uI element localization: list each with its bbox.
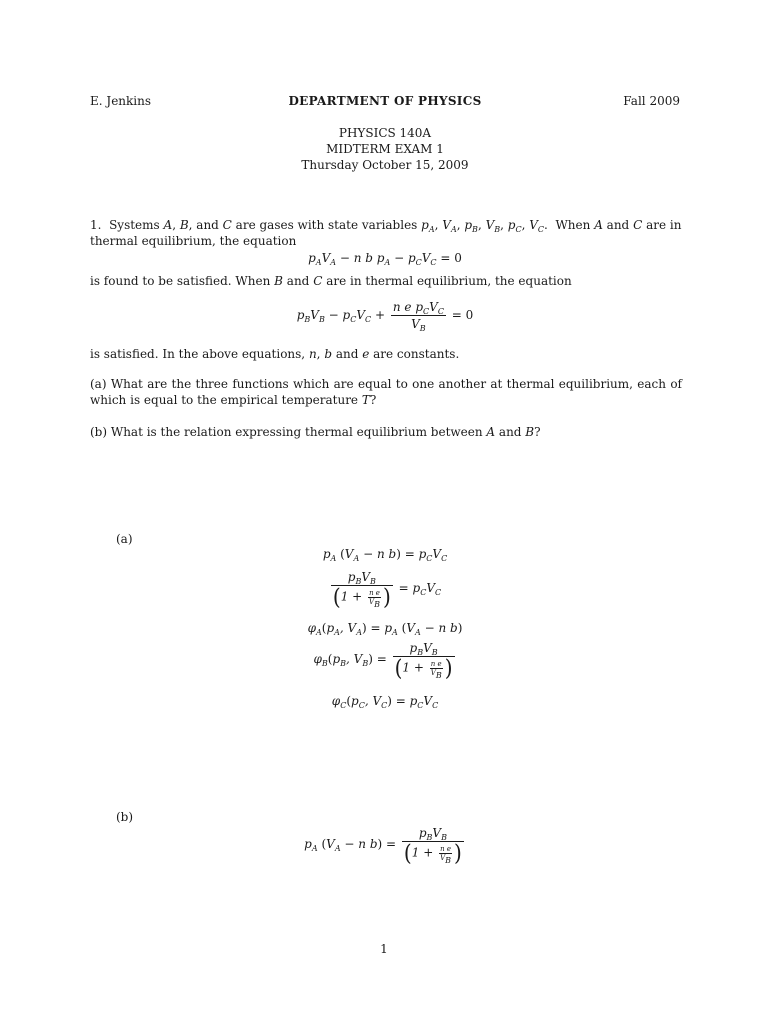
solution-a-eq2: $p_BV_B$ (1 + $\frac{\text{n e}}{V_B}$ ) = $p_CV_C$ [332, 570, 442, 611]
problem-1-text-after-eq1: is found to be satisfied. When B and C are in thermal equilibrium, the equation [90, 274, 572, 288]
author-name: E. Jenkins [90, 94, 152, 108]
equation-ac-equilibrium: $p_AV_A - n$ b $p_A - p_CV_C = 0$ [308, 251, 462, 267]
problem-1-line2: thermal equilibrium, the equation [90, 234, 297, 248]
page-number: 1 [380, 942, 388, 956]
page-header [90, 94, 680, 110]
exam-title: MIDTERM EXAM 1 [326, 142, 444, 156]
solution-a-label: (a) [116, 532, 133, 546]
equation-bc-equilibrium: $p_BV_B - p_CV_C$ + $\frac{n e p_CV_C}{V_B}$ = 0 [296, 300, 474, 333]
term-label: Fall 2009 [623, 94, 680, 108]
solution-b-label: (b) [116, 810, 134, 824]
solution-b-eq: $p_A$ ($V_A - n$ b) = $p_BV_B$ (1 + $\frac{\text{n e}}{V_B}$ ) [304, 826, 462, 867]
question-b: (b) What is the relation expressing thermal equilibrium between A and B? [90, 425, 541, 439]
exam-date: Thursday October 15, 2009 [301, 158, 469, 172]
solution-a-phi-c: $\varphi_C(p_C$, $V_C) = p_CV_C$ [331, 694, 439, 710]
solution-a-phi-b: $\varphi_B(p_B$, $V_B$) = $p_BV_B$ (1 + $\frac{\text{n e}}{V_B}$ ) [313, 641, 453, 682]
question-a: (a) What are the three functions which are equal to one another at thermal equilibrium, each of which is equal to the empirical temperature T? [90, 377, 682, 407]
exam-title-block [90, 125, 680, 173]
solution-a-phi-a: $\varphi_A(p_A$, $V_A) = p_A$ ($V_A - n$ b) [307, 621, 463, 637]
course-title: PHYSICS 140A [338, 126, 432, 140]
solution-a-eq1: $p_A$ ($V_A - n$ $b) = p_CV_C$ [322, 547, 448, 563]
problem-1-intro: 1. Systems A, B, and C are gases with state variables $p_A$, $V_A$, $p_B$, $V_B$, $p_C$, $V_C$. When A and C are in thermal equilibrium, the equation [90, 218, 682, 248]
problem-1-constants-note: is satisfied. In the above equations, n, b and e are constants. [90, 347, 460, 361]
department-name: DEPARTMENT OF PHYSICS [288, 94, 482, 108]
